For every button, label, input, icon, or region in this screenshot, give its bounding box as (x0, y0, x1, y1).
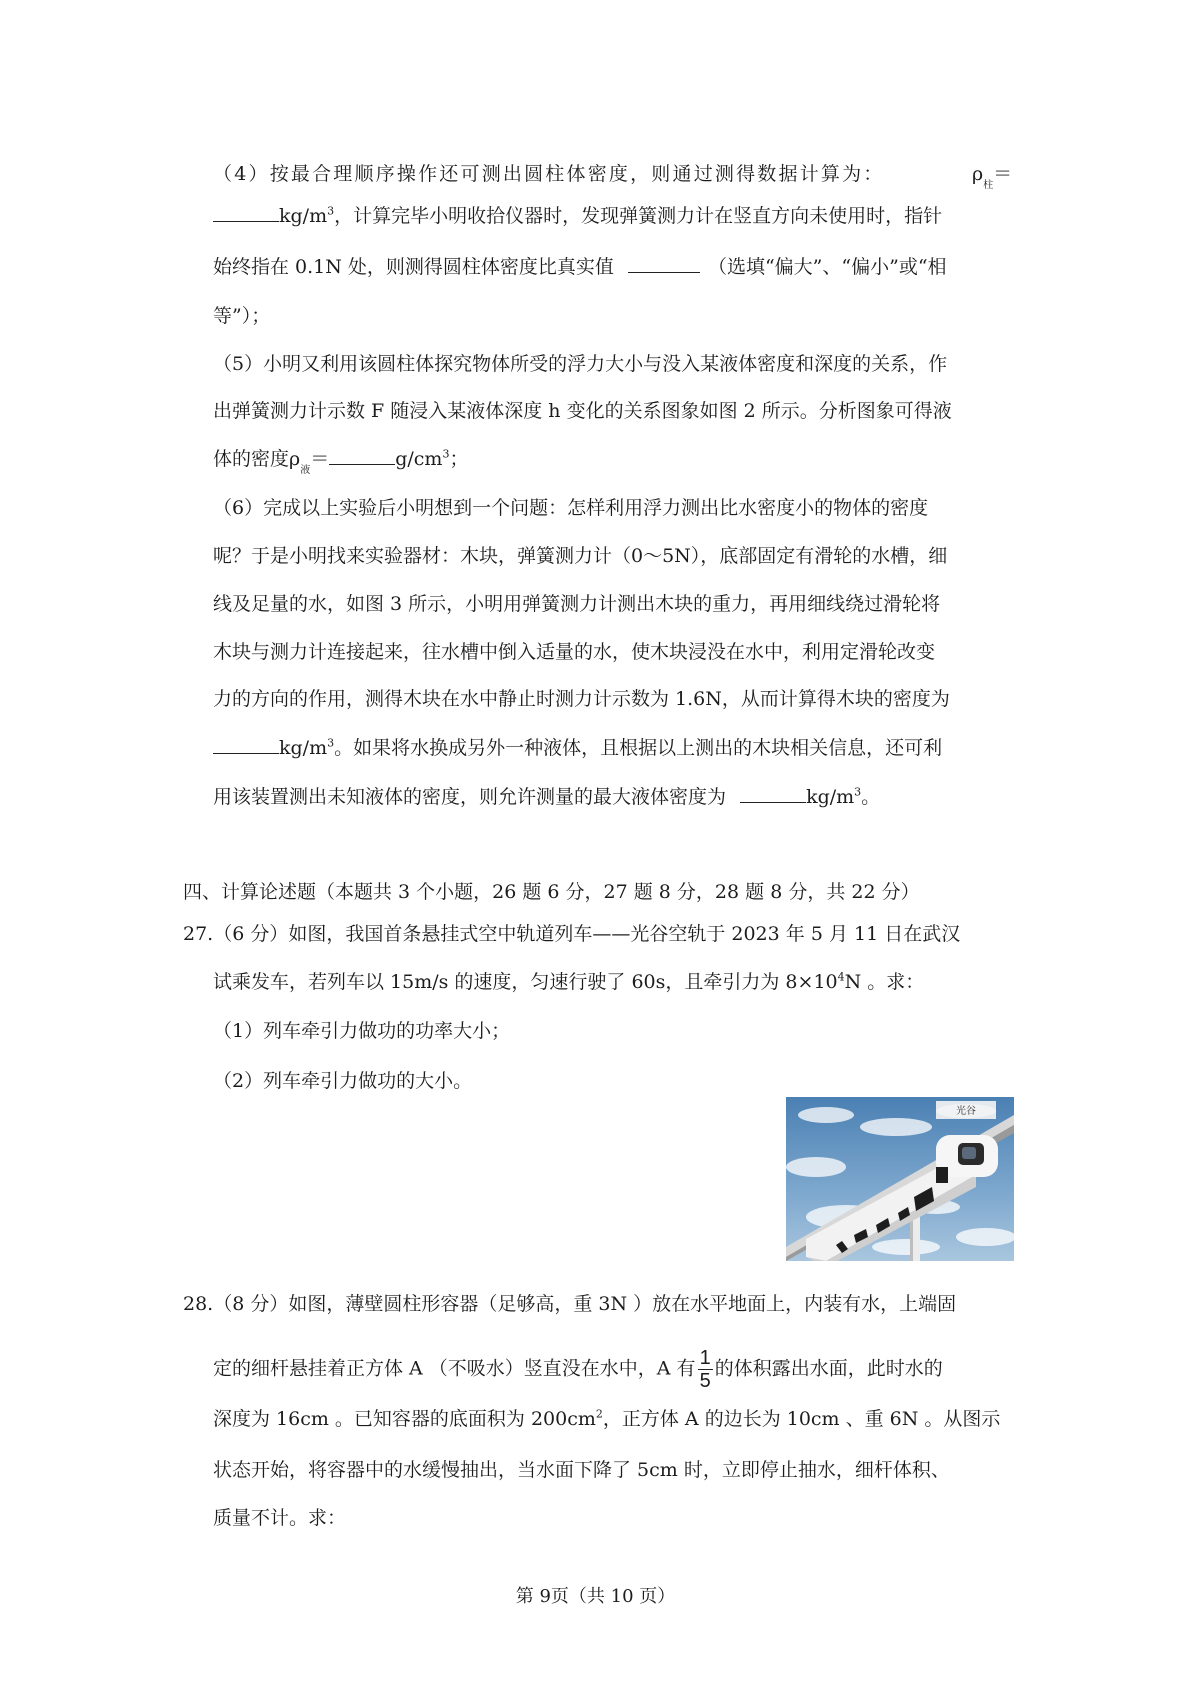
section-heading: 四、计算论述题（本题共 3 个小题，26 题 6 分，27 题 8 分，28 题 8 分，共 22 分） (183, 881, 920, 903)
q26-p4-text: （4）按最合理顺序操作还可测出圆柱体密度，则通过测得数据计算为： (213, 163, 885, 185)
q27-sub2: （2）列车牵引力做功的大小。 (213, 1070, 473, 1092)
answer-blank-max-density[interactable] (740, 784, 806, 803)
q28-line5: 质量不计。求： (213, 1507, 347, 1529)
q27-line1: 27.（6 分）如图，我国首条悬挂式空中轨道列车——光谷空轨于 2023 年 5 月 11 日在武汉 (183, 923, 961, 945)
q26-p5-line1: （5）小明又利用该圆柱体探究物体所受的浮力大小与没入某液体密度和深度的关系，作 (213, 353, 948, 375)
q26-p4-line2: $kg/m^3$，计算完毕小明收拾仪器时，发现弹簧测力计在竖直方向未使用时，指针 (213, 203, 942, 229)
q26-p6-line1: （6）完成以上实验后小明想到一个问题：怎样利用浮力测出比水密度小的物体的密度 (213, 497, 929, 519)
q26-p6-line7: 用该装置测出未知液体的密度，则允许测量的最大液体密度为 $kg/m^3$。 (213, 785, 881, 808)
q27-sub1: （1）列车牵引力做功的功率大小； (213, 1020, 511, 1042)
q26-p6-line3: 线及足量的水，如图 3 所示，小明用弹簧测力计测出木块的重力，再用细线绕过滑轮将 (213, 593, 941, 615)
q26-p4-line4: 等”）； (213, 305, 271, 327)
q26-p4-rho-label: $\rho_柱=$ (972, 163, 1013, 191)
answer-blank-bias[interactable] (628, 254, 700, 273)
q26-p4-line3: 始终指在 0.1N 处，则测得圆柱体密度比真实值 （选填“偏大”、“偏小”或“相 (213, 256, 947, 278)
q26-p6-line2: 呢？于是小明找来实验器材：木块，弹簧测力计（0～5N），底部固定有滑轮的水槽，细 (213, 545, 948, 567)
q26-p4-line1 (213, 161, 885, 187)
q26-p6-line5: 力的方向的作用，测得木块在水中静止时测力计示数为 1.6N，从而计算得木块的密度为 (213, 688, 950, 710)
q26-p6-line4: 木块与测力计连接起来，往水槽中倒入适量的水，使木块浸没在水中，利用定滑轮改变 (213, 641, 936, 663)
answer-blank-wood-density[interactable] (213, 735, 279, 754)
q28-line4: 状态开始，将容器中的水缓慢抽出，当水面下降了 5cm 时，立即停止抽水，细杆体积、 (213, 1459, 950, 1481)
page-footer: 第 9页（共 10 页） (515, 1586, 676, 1607)
q26-p5-line3: 体的密度$\rho_液= g/cm^3$； (213, 447, 469, 476)
q26-p5-line2: 出弹簧测力计示数 F 随浸入某液体深度 h 变化的关系图象如图 2 所示。分析图象可得液 (213, 400, 952, 422)
q28-line2: 定的细杆悬挂着正方体 A （不吸水）竖直没在水中，A 有 $\frac{1}{5}$ 的体积露出水面，此时水的 (213, 1347, 943, 1392)
svg-text:光谷: 光谷 (956, 1106, 976, 1117)
q28-line1: 28.（8 分）如图，薄壁圆柱形容器（足够高，重 3N ）放在水平地面上，内装有水，上端固 (183, 1293, 957, 1315)
q26-p6-line6: $kg/m^3$。如果将水换成另外一种液体，且根据以上测出的木块相关信息，还可利 (213, 735, 942, 761)
fraction-one-fifth: $\frac{1}{5}$ (699, 1347, 711, 1392)
monorail-photo (786, 1097, 1014, 1261)
q27-line2: 试乘发车，若列车以 15m/s 的速度，匀速行驶了 60s，且牵引力为 $8\times 10^4N$ 。求： (213, 970, 925, 993)
q28-line3: 深度为 16cm 。已知容器的底面积为 $200cm^2$，正方体 A 的边长为 10cm 、重 6N 。从图示 (213, 1407, 1001, 1430)
answer-blank-rho-cylinder[interactable] (213, 203, 279, 222)
photo-sign (936, 1101, 996, 1119)
answer-blank-rho-liquid[interactable] (329, 446, 395, 465)
